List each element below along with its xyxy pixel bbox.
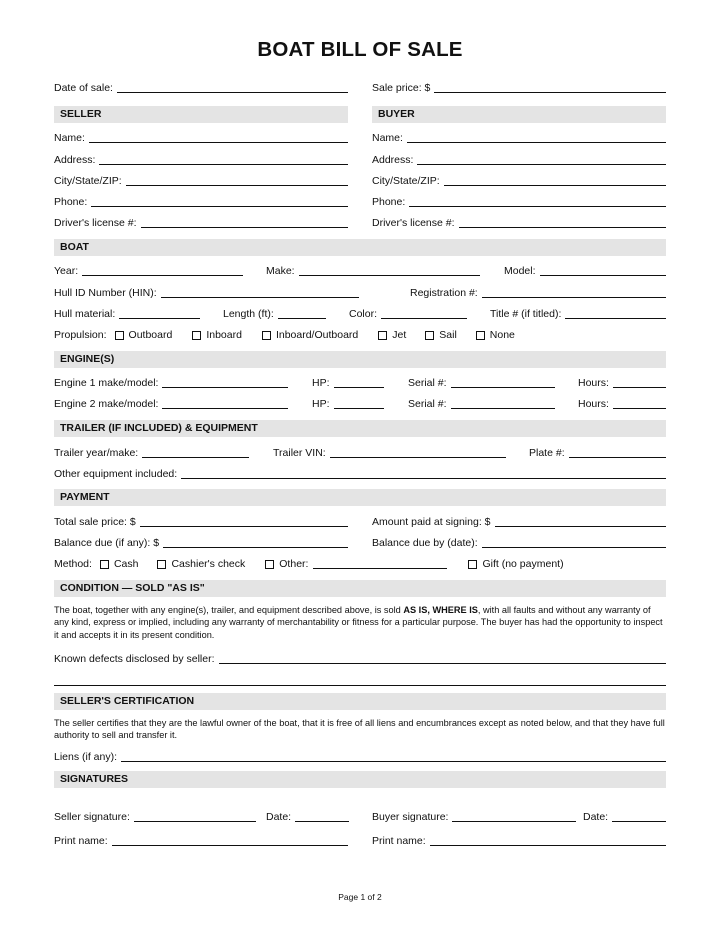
- option-label: Gift (no payment): [482, 558, 564, 570]
- seller-signature-label: Seller signature:: [54, 811, 130, 823]
- option-label: Outboard: [128, 329, 173, 341]
- gift-option[interactable]: [468, 558, 563, 570]
- sale-price-field[interactable]: [434, 92, 666, 93]
- buyer-signature-field[interactable]: [452, 821, 576, 822]
- method-other-field[interactable]: [313, 568, 447, 569]
- buyer-section-header: BUYER: [372, 106, 666, 123]
- seller-print-name-field[interactable]: [112, 845, 348, 846]
- title-number-field[interactable]: [565, 318, 666, 319]
- certification-paragraph: The seller certifies that they are the lawful owner of the boat, that it is free of all liens and encumbrances except as noted below, and that they have full authority to sell and transfer it.: [54, 718, 665, 741]
- buyer-print-name-field[interactable]: [430, 845, 666, 846]
- buyer-name-field[interactable]: [407, 142, 666, 143]
- trailer-year-make-field[interactable]: [142, 457, 249, 458]
- checkbox-icon[interactable]: [115, 331, 124, 340]
- date-of-sale-field[interactable]: [117, 92, 348, 93]
- seller-print-name-label: Print name:: [54, 835, 108, 847]
- total-price-field[interactable]: [140, 526, 348, 527]
- buyer-phone-field[interactable]: [409, 206, 666, 207]
- boat-year-label: Year:: [54, 265, 79, 277]
- engine1-label: Engine 1 make/model:: [54, 377, 159, 389]
- trailer-year-make-label: Trailer year/make:: [54, 447, 139, 459]
- as-is-paragraph: [54, 604, 666, 641]
- date-price-row: [54, 80, 666, 94]
- engine1-serial-field[interactable]: [451, 387, 555, 388]
- checkbox-icon[interactable]: [262, 331, 271, 340]
- buyer-license-field[interactable]: [459, 227, 666, 228]
- engine1-hours-label: Hours:: [578, 377, 609, 389]
- seller-address-field[interactable]: [99, 164, 348, 165]
- as-is-bold-text: AS IS, WHERE IS: [403, 605, 478, 615]
- seller-city-label: City/State/ZIP:: [54, 175, 122, 187]
- color-label: Color:: [349, 308, 378, 320]
- option-label: Cash: [113, 558, 139, 570]
- option-label: Inboard: [206, 329, 242, 341]
- checkbox-icon[interactable]: [192, 331, 201, 340]
- buyer-print-name-label: Print name:: [372, 835, 426, 847]
- total-price-label: Total sale price: $: [54, 516, 136, 528]
- buyer-date-field[interactable]: [612, 821, 666, 822]
- boat-section-header: BOAT: [54, 239, 666, 256]
- checkbox-icon[interactable]: [265, 560, 274, 569]
- buyer-signature-label: Buyer signature:: [372, 811, 449, 823]
- plate-label: Plate #:: [529, 447, 565, 459]
- boat-model-label: Model:: [504, 265, 536, 277]
- registration-label: Registration #:: [410, 287, 478, 299]
- as-is-text: The boat, together with any engine(s), trailer, and equipment described above, is sold: [54, 605, 404, 615]
- engine1-serial-label: Serial #:: [408, 377, 447, 389]
- checkbox-icon[interactable]: [425, 331, 434, 340]
- known-defects-label: Known defects disclosed by seller:: [54, 653, 215, 665]
- payment-method-row: [54, 556, 666, 570]
- buyer-license-label: Driver's license #:: [372, 217, 455, 229]
- trailer-vin-field[interactable]: [330, 457, 506, 458]
- liens-label: Liens (if any):: [54, 751, 118, 763]
- buyer-date-label: Date:: [583, 811, 609, 823]
- hin-field[interactable]: [161, 297, 359, 298]
- boat-make-field[interactable]: [299, 275, 480, 276]
- buyer-phone-label: Phone:: [372, 196, 406, 208]
- seller-license-label: Driver's license #:: [54, 217, 137, 229]
- seller-name-field[interactable]: [89, 142, 348, 143]
- hull-material-label: Hull material:: [54, 308, 116, 320]
- engine2-hours-label: Hours:: [578, 398, 609, 410]
- certification-section-header: SELLER'S CERTIFICATION: [54, 693, 666, 710]
- seller-city-field[interactable]: [126, 185, 348, 186]
- buyer-name-label: Name:: [372, 132, 403, 144]
- option-label: Other:: [279, 558, 309, 570]
- checkbox-icon[interactable]: [378, 331, 387, 340]
- seller-section-header: SELLER: [54, 106, 348, 123]
- balance-due-date-label: Balance due by (date):: [372, 537, 478, 549]
- checkbox-icon[interactable]: [468, 560, 477, 569]
- engine1-hours-field[interactable]: [613, 387, 666, 388]
- buyer-city-label: City/State/ZIP:: [372, 175, 440, 187]
- seller-phone-label: Phone:: [54, 196, 88, 208]
- engine1-hp-label: HP:: [312, 377, 330, 389]
- other-equipment-label: Other equipment included:: [54, 468, 178, 480]
- seller-name-label: Name:: [54, 132, 85, 144]
- propulsion-io-option[interactable]: [262, 329, 358, 341]
- engine2-serial-field[interactable]: [451, 408, 555, 409]
- trailer-vin-label: Trailer VIN:: [273, 447, 326, 459]
- propulsion-label: Propulsion:: [54, 329, 107, 341]
- option-label: None: [489, 329, 515, 341]
- seller-date-label: Date:: [266, 811, 292, 823]
- color-field[interactable]: [381, 318, 467, 319]
- propulsion-row: [54, 327, 666, 341]
- seller-signature-field[interactable]: [134, 821, 256, 822]
- balance-due-date-field[interactable]: [482, 547, 666, 548]
- propulsion-jet-option[interactable]: [378, 329, 406, 341]
- checkbox-icon[interactable]: [476, 331, 485, 340]
- page-number: Page 1 of 2: [338, 892, 382, 902]
- seller-license-field[interactable]: [141, 227, 348, 228]
- length-label: Length (ft):: [223, 308, 274, 320]
- payment-section-header: PAYMENT: [54, 489, 666, 506]
- liens-field[interactable]: [121, 761, 666, 762]
- known-defects-extra-line[interactable]: [54, 685, 666, 686]
- length-field[interactable]: [278, 318, 326, 319]
- engines-section-header: ENGINE(S): [54, 351, 666, 368]
- engine1-hp-field[interactable]: [334, 387, 384, 388]
- amount-paid-label: Amount paid at signing: $: [372, 516, 491, 528]
- buyer-address-label: Address:: [372, 154, 414, 166]
- engine2-hp-field[interactable]: [334, 408, 384, 409]
- engine2-hours-field[interactable]: [613, 408, 666, 409]
- seller-address-label: Address:: [54, 154, 96, 166]
- hin-label: Hull ID Number (HIN):: [54, 287, 157, 299]
- engine2-serial-label: Serial #:: [408, 398, 447, 410]
- trailer-section-header: TRAILER (IF INCLUDED) & EQUIPMENT: [54, 420, 666, 437]
- balance-due-label: Balance due (if any): $: [54, 537, 160, 549]
- signatures-section-header: SIGNATURES: [54, 771, 666, 788]
- propulsion-sail-option[interactable]: [425, 329, 457, 341]
- engine2-hp-label: HP:: [312, 398, 330, 410]
- boat-year-field[interactable]: [82, 275, 243, 276]
- propulsion-none-option[interactable]: [476, 329, 515, 341]
- method-other-option[interactable]: [265, 558, 308, 570]
- propulsion-inboard-option[interactable]: [192, 329, 242, 341]
- balance-due-field[interactable]: [163, 547, 348, 548]
- plate-field[interactable]: [569, 457, 666, 458]
- option-label: Cashier's check: [171, 558, 246, 570]
- engine1-field[interactable]: [162, 387, 288, 388]
- option-label: Inboard/Outboard: [275, 329, 359, 341]
- propulsion-outboard-option[interactable]: [115, 329, 173, 341]
- as-is-text-cont: , with all faults and without any warranty of any kind, express or implied, including any warranty of merchantability or fitness for a particular purpose. The buyer has had the opportunity to inspect it and accepts it in its present condition.: [54, 605, 663, 640]
- other-equipment-field[interactable]: [181, 478, 666, 479]
- seller-date-field[interactable]: [295, 821, 349, 822]
- hull-material-field[interactable]: [119, 318, 200, 319]
- sale-price-label: Sale price: $: [372, 82, 431, 94]
- condition-section-header: CONDITION — SOLD "AS IS": [54, 580, 666, 597]
- checkbox-icon[interactable]: [157, 560, 166, 569]
- method-cash-option[interactable]: [100, 558, 139, 570]
- engine2-field[interactable]: [162, 408, 288, 409]
- date-of-sale-label: Date of sale:: [54, 82, 113, 94]
- engine2-label: Engine 2 make/model:: [54, 398, 159, 410]
- buyer-city-field[interactable]: [444, 185, 666, 186]
- boat-model-field[interactable]: [540, 275, 666, 276]
- registration-field[interactable]: [482, 297, 666, 298]
- option-label: Sail: [439, 329, 457, 341]
- seller-phone-field[interactable]: [91, 206, 348, 207]
- method-label: Method:: [54, 558, 92, 570]
- boat-make-label: Make:: [266, 265, 295, 277]
- title-number-label: Title # (if titled):: [490, 308, 562, 320]
- known-defects-field[interactable]: [219, 663, 667, 664]
- method-cashiers-check-option[interactable]: [157, 558, 245, 570]
- checkbox-icon[interactable]: [100, 560, 109, 569]
- document-title: BOAT BILL OF SALE: [257, 38, 463, 61]
- amount-paid-field[interactable]: [495, 526, 667, 527]
- option-label: Jet: [392, 329, 407, 341]
- buyer-address-field[interactable]: [417, 164, 666, 165]
